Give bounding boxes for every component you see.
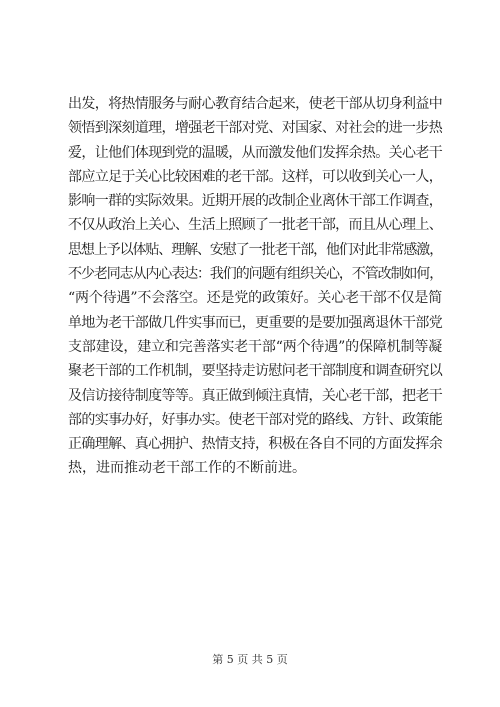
text-line: 正确理解、真心拥护、热情支持，积极在各自不同的方面发挥余 [68, 436, 442, 453]
body-paragraph [68, 92, 442, 481]
text-line: 支部建设，建立和完善落实老干部“两个待遇”的保障机制等凝 [68, 338, 442, 355]
text-line: 不仅从政治上关心、生活上照顾了一批老干部，而且从心理上、 [68, 217, 442, 234]
text-line: “两个待遇”不会落空。还是党的政策好。关心老干部不仅是简 [68, 290, 442, 307]
text-line: 部应立足于关心比较困难的老干部。这样，可以收到关心一人， [68, 168, 442, 185]
text-line: 出发，将热情服务与耐心教育结合起来，使老干部从切身利益中 [68, 96, 442, 112]
text-line: 思想上予以体贴、理解、安慰了一批老干部，他们对此非常感激， [68, 241, 443, 258]
text-line: 单地为老干部做几件实事而已，更重要的是要加强离退休干部党 [68, 314, 442, 331]
text-line: 领悟到深刻道理，增强老干部对党、对国家、对社会的进一步热 [68, 120, 442, 137]
text-line: 聚老干部的工作机制，要坚持走访慰问老干部制度和调查研究以 [68, 363, 442, 380]
text-line: 爱，让他们体现到党的温暖，从而激发他们发挥余热。关心老干 [68, 144, 442, 161]
text-line: 部的实事办好，好事办实。使老干部对党的路线、方针、政策能 [68, 411, 442, 428]
page-number-footer: 第 5 页 共 5 页 [212, 653, 288, 666]
text-line: 影响一群的实际效果。近期开展的改制企业离休干部工作调查， [68, 193, 442, 210]
text-line: 热，进而推动老干部工作的不断前进。 [68, 460, 306, 477]
text-line: 不少老同志从内心表达：我们的问题有组织关心，不管改制如何， [68, 266, 443, 283]
text-line: 及信访接待制度等等。真正做到倾注真情，关心老干部，把老干 [68, 387, 442, 404]
